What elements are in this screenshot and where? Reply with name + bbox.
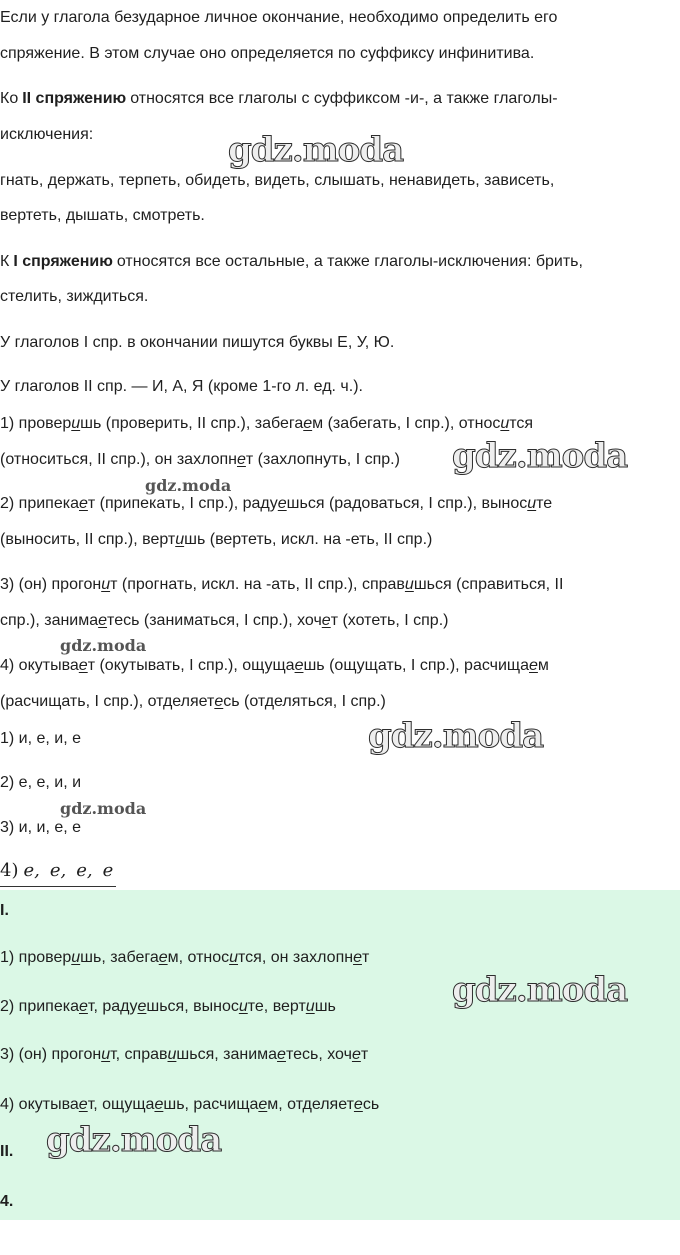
formula-value: e, <box>76 860 93 881</box>
answer-text: шь, расчища <box>163 1096 259 1113</box>
answer-text: 2) припека <box>0 998 79 1015</box>
theory-text: Ко <box>0 90 19 107</box>
ending-letter: е <box>78 495 88 512</box>
analysis-line-1 <box>0 414 533 434</box>
section-heading-2: II. <box>0 1143 14 1160</box>
answer-text: м, относ <box>167 949 230 966</box>
section-heading-1: I. <box>0 902 9 919</box>
theory-paragraph-4-line-1 <box>0 252 583 272</box>
ending-letter: и <box>71 415 81 432</box>
watermark-logo: gdz.moda <box>228 130 404 170</box>
analysis-text: т (припекать, I спр.), раду <box>87 495 278 512</box>
ending-letter: и <box>101 576 111 593</box>
watermark-logo: gdz.moda <box>368 716 544 756</box>
analysis-line-5 <box>0 575 563 595</box>
ending-letter: и <box>229 949 239 966</box>
ending-letter: е <box>353 1096 363 1113</box>
ending-letter: и <box>101 1046 111 1063</box>
short-answer-3: 3) и, и, е, е <box>0 819 82 836</box>
final-answer-line-4 <box>0 1095 379 1115</box>
theory-paragraph-3-line-1: гнать, держать, терпеть, обидеть, видеть, слышать, ненавидеть, зависеть, <box>0 172 555 189</box>
analysis-text: тся <box>509 415 534 432</box>
answer-text: те, верт <box>247 998 306 1015</box>
final-answer-line-3 <box>0 1045 368 1065</box>
watermark-logo: gdz.moda <box>60 799 147 818</box>
watermark-logo: gdz.moda <box>46 1120 222 1160</box>
answer-text: сь <box>362 1096 380 1113</box>
ending-letter: и <box>305 998 315 1015</box>
theory-bold-term: I спряжению <box>13 253 113 270</box>
theory-text: относятся все остальные, а также глаголы-исключения: брить, <box>116 253 583 270</box>
final-answer-line-1 <box>0 948 369 968</box>
analysis-line-6 <box>0 611 448 631</box>
analysis-text: (расчищать, I спр.), отделяет <box>0 693 215 710</box>
analysis-text: 2) припека <box>0 495 79 512</box>
answer-text: шься, вынос <box>146 998 239 1015</box>
formula-value: e <box>102 860 114 881</box>
ending-letter: и <box>71 949 81 966</box>
theory-paragraph-4-line-2: стелить, зиждиться. <box>0 288 149 305</box>
ending-letter: е <box>98 612 108 629</box>
analysis-text: (выносить, II спр.), верт <box>0 531 176 548</box>
short-answer-2: 2) е, е, и, и <box>0 774 82 791</box>
answer-text: т <box>361 949 370 966</box>
analysis-line-4 <box>0 530 432 550</box>
analysis-text: шь (ощущать, I спр.), расчища <box>303 657 529 674</box>
analysis-text: 1) провер <box>0 415 72 432</box>
ending-letter: и <box>175 531 185 548</box>
ending-letter: е <box>321 612 331 629</box>
answer-text: 3) (он) прогон <box>0 1046 102 1063</box>
short-answer-4-formula <box>0 858 116 887</box>
analysis-line-2 <box>0 450 400 470</box>
theory-paragraph-1-line-1: Если у глагола безударное личное окончание, необходимо определить его <box>0 9 558 26</box>
analysis-text: шь (проверить, II спр.), забега <box>80 415 304 432</box>
analysis-line-8 <box>0 692 386 712</box>
analysis-text: тесь (заниматься, I спр.), хоч <box>107 612 322 629</box>
answer-text: м, отделяет <box>267 1096 354 1113</box>
ending-letter: е <box>277 495 287 512</box>
analysis-line-3 <box>0 494 552 514</box>
ending-letter: е <box>258 1096 268 1113</box>
short-answer-1: 1) и, е, и, е <box>0 730 82 747</box>
answer-text: тся, он захлопн <box>238 949 354 966</box>
theory-paragraph-3-line-2: вертеть, дышать, смотреть. <box>0 207 205 224</box>
ending-letter: е <box>158 949 168 966</box>
answer-text: шь, забега <box>80 949 159 966</box>
ending-letter: е <box>294 657 304 674</box>
ending-letter: и <box>238 998 248 1015</box>
analysis-text: спр.), занима <box>0 612 99 629</box>
ending-letter: е <box>137 998 147 1015</box>
answer-text: т, ощуща <box>87 1096 155 1113</box>
ending-letter: е <box>277 1046 286 1063</box>
theory-paragraph-2-line-1 <box>0 89 558 109</box>
formula-value: e, <box>23 860 40 881</box>
answer-text: т <box>360 1046 369 1063</box>
theory-paragraph-1-line-2: спряжение. В этом случае оно определяется по суффиксу инфинитива. <box>0 45 535 62</box>
analysis-text: те <box>536 495 553 512</box>
section-2-answer: 4. <box>0 1193 14 1210</box>
formula-value: e, <box>49 860 67 881</box>
watermark-logo: gdz.moda <box>60 636 147 655</box>
formula-number: 4) <box>0 860 19 881</box>
final-answer-line-2 <box>0 997 336 1017</box>
ending-letter: е <box>78 998 88 1015</box>
answer-text: 1) провер <box>0 949 72 966</box>
analysis-text: т (захлопнуть, I спр.) <box>245 451 400 468</box>
ending-letter: е <box>214 693 224 710</box>
answer-text: т, справ <box>110 1046 168 1063</box>
answer-text: тесь, хоч <box>285 1046 352 1063</box>
answer-text: т, раду <box>87 998 138 1015</box>
ending-letter: е <box>78 657 88 674</box>
ending-letter: е <box>303 415 313 432</box>
theory-text: относятся все глаголы с суффиксом -и-, а также глаголы- <box>130 90 558 107</box>
analysis-text: 4) окутыва <box>0 657 79 674</box>
watermark-logo: gdz.moda <box>452 436 628 476</box>
ending-letter: е <box>353 949 362 966</box>
theory-text: К <box>0 253 10 270</box>
ending-letter: е <box>529 657 538 674</box>
analysis-text: шься (справиться, II <box>413 576 564 593</box>
analysis-text: (относиться, II спр.), он захлопн <box>0 451 237 468</box>
ending-letter: е <box>236 451 246 468</box>
theory-paragraph-6: У глаголов II спр. — И, А, Я (кроме 1-го л. ед. ч.). <box>0 378 363 395</box>
analysis-text: сь (отделяться, I спр.) <box>223 693 386 710</box>
analysis-text: шься (радоваться, I спр.), вынос <box>286 495 528 512</box>
answer-text: 4) окутыва <box>0 1096 79 1113</box>
analysis-text: 3) (он) прогон <box>0 576 102 593</box>
theory-paragraph-2-line-2: исключения: <box>0 126 94 143</box>
answer-text: шь <box>314 998 336 1015</box>
watermark-logo: gdz.moda <box>145 476 232 495</box>
analysis-text: т (хотеть, I спр.) <box>330 612 449 629</box>
analysis-text: м <box>537 657 549 674</box>
analysis-text: м (забегать, I спр.), относ <box>312 415 501 432</box>
ending-letter: и <box>167 1046 177 1063</box>
ending-letter: е <box>154 1096 164 1113</box>
analysis-text: шь (вертеть, искл. на -еть, II спр.) <box>184 531 433 548</box>
analysis-text: т (окутывать, I спр.), ощуща <box>87 657 295 674</box>
analysis-text: т (прогнать, искл. на -ать, II спр.), справ <box>110 576 405 593</box>
analysis-line-7 <box>0 656 549 676</box>
ending-letter: е <box>351 1046 361 1063</box>
theory-bold-term: II спряжению <box>22 90 127 107</box>
answer-text: шься, занима <box>176 1046 278 1063</box>
watermark-logo: gdz.moda <box>452 970 628 1010</box>
theory-paragraph-5: У глаголов I спр. в окончании пишутся буквы Е, У, Ю. <box>0 334 395 351</box>
ending-letter: и <box>527 495 537 512</box>
ending-letter: и <box>500 415 510 432</box>
ending-letter: и <box>404 576 414 593</box>
ending-letter: е <box>78 1096 88 1113</box>
